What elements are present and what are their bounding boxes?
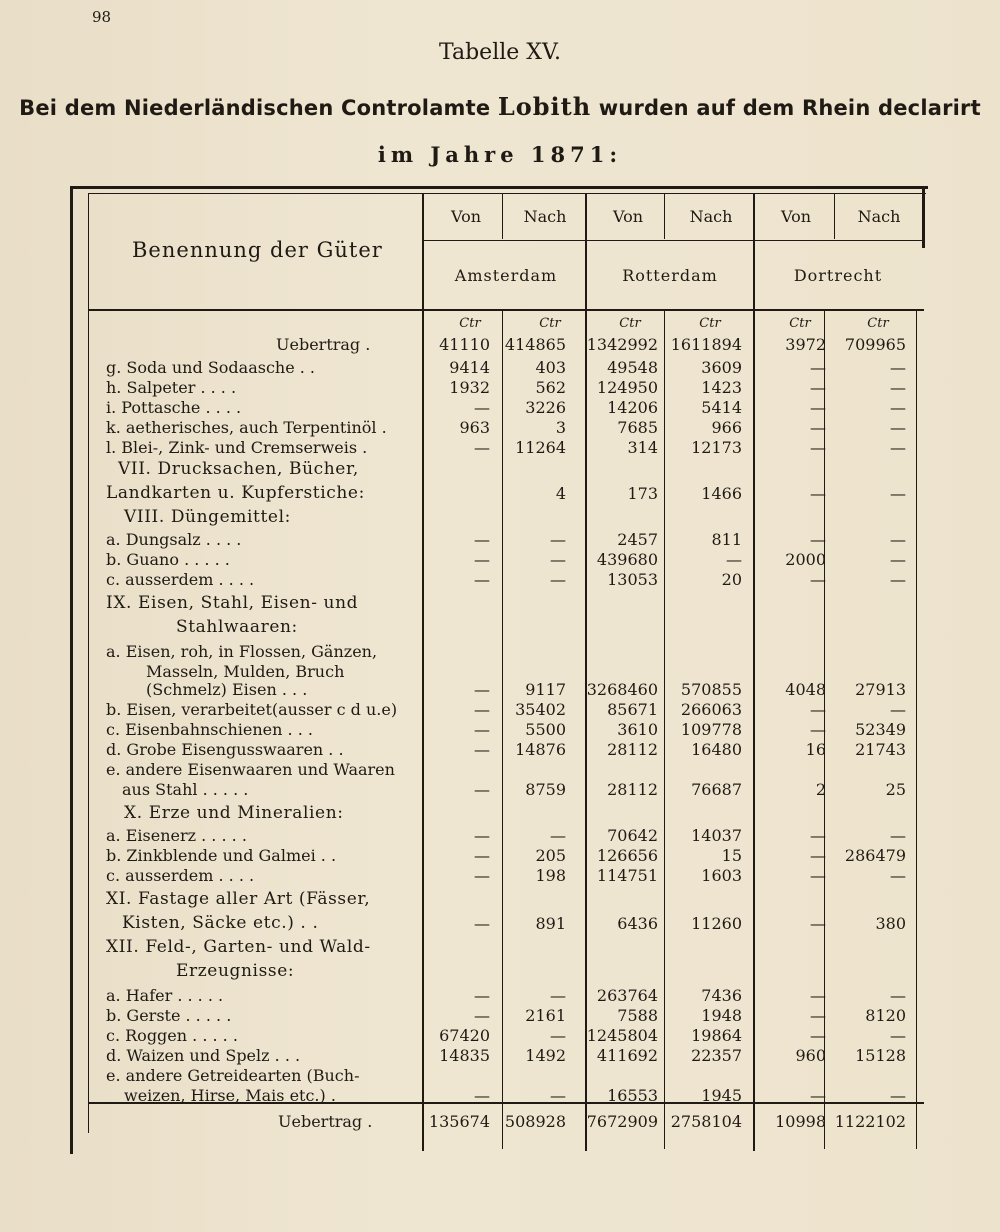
hdr-nach-dortrecht: Nach (857, 207, 901, 226)
row-cell-col6: — (890, 530, 906, 549)
row-cell-col4: 1466 (701, 484, 742, 503)
row-cell-col2: 198 (535, 866, 566, 885)
row-cell-col3: 263764 (596, 986, 658, 1005)
row-cell-col3: 28112 (607, 780, 658, 799)
row-cell-col1: — (474, 700, 490, 719)
group-rotterdam: Rotterdam (622, 266, 718, 285)
table-left-rule-inner (88, 193, 89, 1133)
row-cell-col6: — (890, 398, 906, 417)
row-cell-col5: — (810, 720, 826, 739)
row-cell-col6: — (890, 418, 906, 437)
row-cell-col5: — (810, 418, 826, 437)
row-label: VII. Drucksachen, Bücher, (118, 459, 359, 479)
row-label: (Schmelz) Eisen . . . (146, 680, 308, 699)
row-cell-col5: 4048 (785, 680, 826, 699)
row-label: k. aetherisches, auch Terpentinöl . (106, 418, 387, 437)
row-cell-col6: 286479 (844, 846, 906, 865)
row-label: Kisten, Säcke etc.) . . (122, 913, 319, 933)
row-label: Landkarten u. Kupferstiche: (106, 483, 365, 503)
row-cell-col5: — (810, 358, 826, 377)
row-cell-col5: — (810, 378, 826, 397)
table-heading (0, 92, 1000, 121)
row-cell-col6: 21743 (855, 740, 906, 759)
group-amsterdam: Amsterdam (454, 266, 558, 285)
row-cell-col4: 11260 (691, 914, 742, 933)
row-cell-col3: 2457 (617, 530, 658, 549)
row-label: c. Roggen . . . . . (106, 1026, 238, 1045)
unit-c6: Ctr (867, 316, 889, 331)
goods-column-header: Benennung der Güter (132, 238, 383, 262)
row-cell-col4: 966 (711, 418, 742, 437)
row-cell-col2: 205 (535, 846, 566, 865)
row-cell-col6: 380 (875, 914, 906, 933)
row-cell-col4: 1603 (701, 866, 742, 885)
row-cell-col1: 1932 (449, 378, 490, 397)
row-cell-col4: 266063 (680, 700, 742, 719)
unit-c4: Ctr (699, 316, 721, 331)
row-cell-col4: 15 (721, 846, 742, 865)
row-cell-col1: 14835 (439, 1046, 490, 1065)
row-cell-col6: — (890, 866, 906, 885)
row-label: aus Stahl . . . . . (122, 780, 249, 799)
row-cell-col4: 2758104 (670, 1112, 742, 1131)
row-cell-col6: — (890, 484, 906, 503)
row-cell-col5: — (810, 986, 826, 1005)
header-separator (88, 309, 924, 311)
table-left-rule (70, 186, 73, 1154)
row-cell-col1: — (474, 826, 490, 845)
hdr-von-dortrecht: Von (780, 207, 812, 226)
row-cell-col4: 14037 (691, 826, 742, 845)
row-label: c. ausserdem . . . . (106, 570, 255, 589)
row-cell-col1: — (474, 680, 490, 699)
row-label: e. andere Getreidearten (Buch- (106, 1066, 360, 1085)
table-right-rule (922, 186, 925, 248)
row-label: a. Eisen, roh, in Flossen, Gänzen, (106, 642, 378, 661)
row-cell-col5: — (810, 846, 826, 865)
table-label: Tabelle XV. (439, 40, 561, 65)
hdr-von-amsterdam: Von (450, 207, 482, 226)
row-cell-col4: 1611894 (670, 335, 742, 354)
row-cell-col3: 126656 (596, 846, 658, 865)
row-cell-col6: — (890, 986, 906, 1005)
row-cell-col5: — (810, 1086, 826, 1105)
row-cell-col3: 173 (627, 484, 658, 503)
unit-c5: Ctr (789, 316, 811, 331)
row-cell-col6: — (890, 1086, 906, 1105)
row-cell-col1: — (474, 780, 490, 799)
row-label: a. Dungsalz . . . . (106, 530, 242, 549)
row-cell-col4: 109778 (680, 720, 742, 739)
row-cell-col1: — (474, 530, 490, 549)
row-cell-col3: 7685 (617, 418, 658, 437)
row-cell-col5: — (810, 1026, 826, 1045)
row-cell-col6: — (890, 1026, 906, 1045)
row-cell-col1: — (474, 866, 490, 885)
row-cell-col2: — (550, 986, 566, 1005)
row-label: b. Gerste . . . . . (106, 1006, 232, 1025)
row-cell-col6: — (890, 826, 906, 845)
row-cell-col6: 25 (885, 780, 906, 799)
row-cell-col2: 508928 (504, 1112, 566, 1131)
row-cell-col3: 124950 (596, 378, 658, 397)
row-cell-col1: — (474, 720, 490, 739)
row-label: Uebertrag . (278, 1112, 373, 1131)
row-label: h. Salpeter . . . . (106, 378, 237, 397)
row-label: i. Pottasche . . . . (106, 398, 242, 417)
row-cell-col6: — (890, 700, 906, 719)
row-cell-col4: 19864 (691, 1026, 742, 1045)
row-label: Stahlwaaren: (176, 617, 298, 637)
row-cell-col1: — (474, 986, 490, 1005)
row-label: l. Blei-, Zink- und Cremserweis . (106, 438, 368, 457)
row-cell-col2: 1492 (525, 1046, 566, 1065)
row-label: XII. Feld-, Garten- und Wald- (106, 937, 371, 957)
row-cell-col5: — (810, 1006, 826, 1025)
row-cell-col6: 52349 (855, 720, 906, 739)
row-cell-col1: — (474, 570, 490, 589)
group-dortrecht: Dortrecht (793, 266, 883, 285)
row-cell-col6: 27913 (855, 680, 906, 699)
row-cell-col6: 15128 (855, 1046, 906, 1065)
row-cell-col1: — (474, 1086, 490, 1105)
row-cell-col2: 2161 (525, 1006, 566, 1025)
row-label: VIII. Düngemittel: (124, 507, 291, 527)
row-cell-col4: 1945 (701, 1086, 742, 1105)
row-cell-col6: — (890, 378, 906, 397)
hdr-nach-amsterdam: Nach (523, 207, 567, 226)
row-cell-col3: 3610 (617, 720, 658, 739)
row-cell-col3: 14206 (607, 398, 658, 417)
row-cell-col1: — (474, 914, 490, 933)
row-cell-col3: 16553 (607, 1086, 658, 1105)
heading-place: Lobith (497, 92, 592, 121)
row-cell-col2: — (550, 530, 566, 549)
row-cell-col6: — (890, 570, 906, 589)
heading-post: wurden auf dem Rhein declarirt (598, 96, 981, 120)
row-cell-col1: — (474, 550, 490, 569)
row-label: g. Soda und Sodaasche . . (106, 358, 316, 377)
row-cell-col5: — (810, 914, 826, 933)
row-cell-col2: 891 (535, 914, 566, 933)
row-cell-col4: 1948 (701, 1006, 742, 1025)
row-cell-col3: 314 (627, 438, 658, 457)
row-cell-col1: — (474, 740, 490, 759)
row-cell-col1: 963 (459, 418, 490, 437)
header-mid-rule (424, 240, 924, 241)
row-cell-col3: 7588 (617, 1006, 658, 1025)
row-cell-col2: 5500 (525, 720, 566, 739)
row-cell-col5: — (810, 438, 826, 457)
row-cell-col5: 960 (795, 1046, 826, 1065)
row-cell-col5: — (810, 866, 826, 885)
row-cell-col2: 403 (535, 358, 566, 377)
row-cell-col2: — (550, 826, 566, 845)
row-label: c. ausserdem . . . . (106, 866, 255, 885)
row-cell-col5: — (810, 398, 826, 417)
row-cell-col4: 5414 (701, 398, 742, 417)
row-cell-col6: 8120 (865, 1006, 906, 1025)
row-cell-col3: 49548 (607, 358, 658, 377)
row-cell-col3: 6436 (617, 914, 658, 933)
row-cell-col2: 9117 (525, 680, 566, 699)
row-cell-col2: 11264 (515, 438, 566, 457)
row-cell-col2: 562 (535, 378, 566, 397)
row-cell-col2: — (550, 550, 566, 569)
row-label: b. Zinkblende und Galmei . . (106, 846, 337, 865)
row-label: a. Eisenerz . . . . . (106, 826, 247, 845)
row-cell-col2: — (550, 570, 566, 589)
row-cell-col2: 35402 (515, 700, 566, 719)
row-cell-col4: 1423 (701, 378, 742, 397)
row-cell-col4: 570855 (680, 680, 742, 699)
row-cell-col4: 20 (721, 570, 742, 589)
row-cell-col1: 41110 (439, 335, 490, 354)
row-label: e. andere Eisenwaaren und Waaren (106, 760, 395, 779)
row-cell-col3: 1342992 (586, 335, 658, 354)
row-cell-col1: 135674 (428, 1112, 490, 1131)
row-cell-col3: 439680 (596, 550, 658, 569)
hdr-nach-rotterdam: Nach (689, 207, 733, 226)
row-cell-col2: 3226 (525, 398, 566, 417)
row-cell-col2: 14876 (515, 740, 566, 759)
row-cell-col4: 7436 (701, 986, 742, 1005)
row-cell-col3: 3268460 (586, 680, 658, 699)
row-label: X. Erze und Mineralien: (124, 803, 344, 823)
row-label: IX. Eisen, Stahl, Eisen- und (106, 593, 359, 613)
row-cell-col2: 414865 (504, 335, 566, 354)
row-label: c. Eisenbahnschienen . . . (106, 720, 313, 739)
row-cell-col6: — (890, 550, 906, 569)
row-cell-col3: 7672909 (586, 1112, 658, 1131)
row-cell-col5: — (810, 484, 826, 503)
row-cell-col1: — (474, 846, 490, 865)
row-cell-col1: — (474, 398, 490, 417)
row-cell-col5: — (810, 700, 826, 719)
row-label: weizen, Hirse, Mais etc.) . (124, 1086, 336, 1105)
row-cell-col1: 9414 (449, 358, 490, 377)
row-cell-col5: — (810, 570, 826, 589)
row-cell-col3: 411692 (596, 1046, 658, 1065)
row-cell-col1: 67420 (439, 1026, 490, 1045)
row-cell-col4: 22357 (691, 1046, 742, 1065)
row-cell-col2: 3 (555, 418, 566, 437)
row-cell-col3: 28112 (607, 740, 658, 759)
row-cell-col5: 2 (815, 780, 826, 799)
row-label: b. Eisen, verarbeitet(ausser c d u.e) (106, 700, 398, 719)
row-cell-col4: 3609 (701, 358, 742, 377)
row-label: d. Waizen und Spelz . . . (106, 1046, 301, 1065)
row-cell-col3: 114751 (596, 866, 658, 885)
page-number: 98 (92, 8, 112, 26)
row-cell-col5: 10998 (775, 1112, 826, 1131)
row-cell-col6: — (890, 358, 906, 377)
row-cell-col4: 16480 (691, 740, 742, 759)
row-cell-col6: — (890, 438, 906, 457)
row-cell-col3: 85671 (607, 700, 658, 719)
row-label: Masseln, Mulden, Bruch (146, 662, 345, 681)
row-cell-col4: 811 (711, 530, 742, 549)
row-cell-col4: — (726, 550, 742, 569)
row-cell-col5: 2000 (785, 550, 826, 569)
row-cell-col6: 1122102 (834, 1112, 906, 1131)
row-label: b. Guano . . . . . (106, 550, 230, 569)
row-cell-col5: 3972 (785, 335, 826, 354)
row-cell-col3: 1245804 (586, 1026, 658, 1045)
row-label: d. Grobe Eisengusswaaren . . (106, 740, 344, 759)
unit-c2: Ctr (539, 316, 561, 331)
row-label: a. Hafer . . . . . (106, 986, 224, 1005)
heading-pre: Bei dem Niederländischen Controlamte (19, 96, 491, 120)
unit-c3: Ctr (619, 316, 641, 331)
table-top-rule (70, 186, 928, 189)
unit-c1: Ctr (459, 316, 481, 331)
row-cell-col3: 70642 (607, 826, 658, 845)
row-cell-col1: — (474, 1006, 490, 1025)
col-rule-7 (916, 311, 917, 1149)
row-cell-col2: — (550, 1086, 566, 1105)
row-label: XI. Fastage aller Art (Fässer, (106, 889, 371, 909)
row-cell-col5: — (810, 530, 826, 549)
hdr-von-rotterdam: Von (612, 207, 644, 226)
row-cell-col3: 13053 (607, 570, 658, 589)
table-top-rule-inner (88, 193, 926, 194)
row-cell-col4: 76687 (691, 780, 742, 799)
row-cell-col2: 8759 (525, 780, 566, 799)
row-cell-col2: 4 (555, 484, 566, 503)
row-cell-col2: — (550, 1026, 566, 1045)
row-cell-col6: 709965 (844, 335, 906, 354)
row-label: Uebertrag . (276, 335, 371, 354)
row-cell-col1: — (474, 438, 490, 457)
row-label: Erzeugnisse: (176, 961, 295, 981)
row-cell-col4: 12173 (691, 438, 742, 457)
year-line: im Jahre 1871: (377, 142, 623, 167)
row-cell-col5: 16 (805, 740, 826, 759)
row-cell-col5: — (810, 826, 826, 845)
